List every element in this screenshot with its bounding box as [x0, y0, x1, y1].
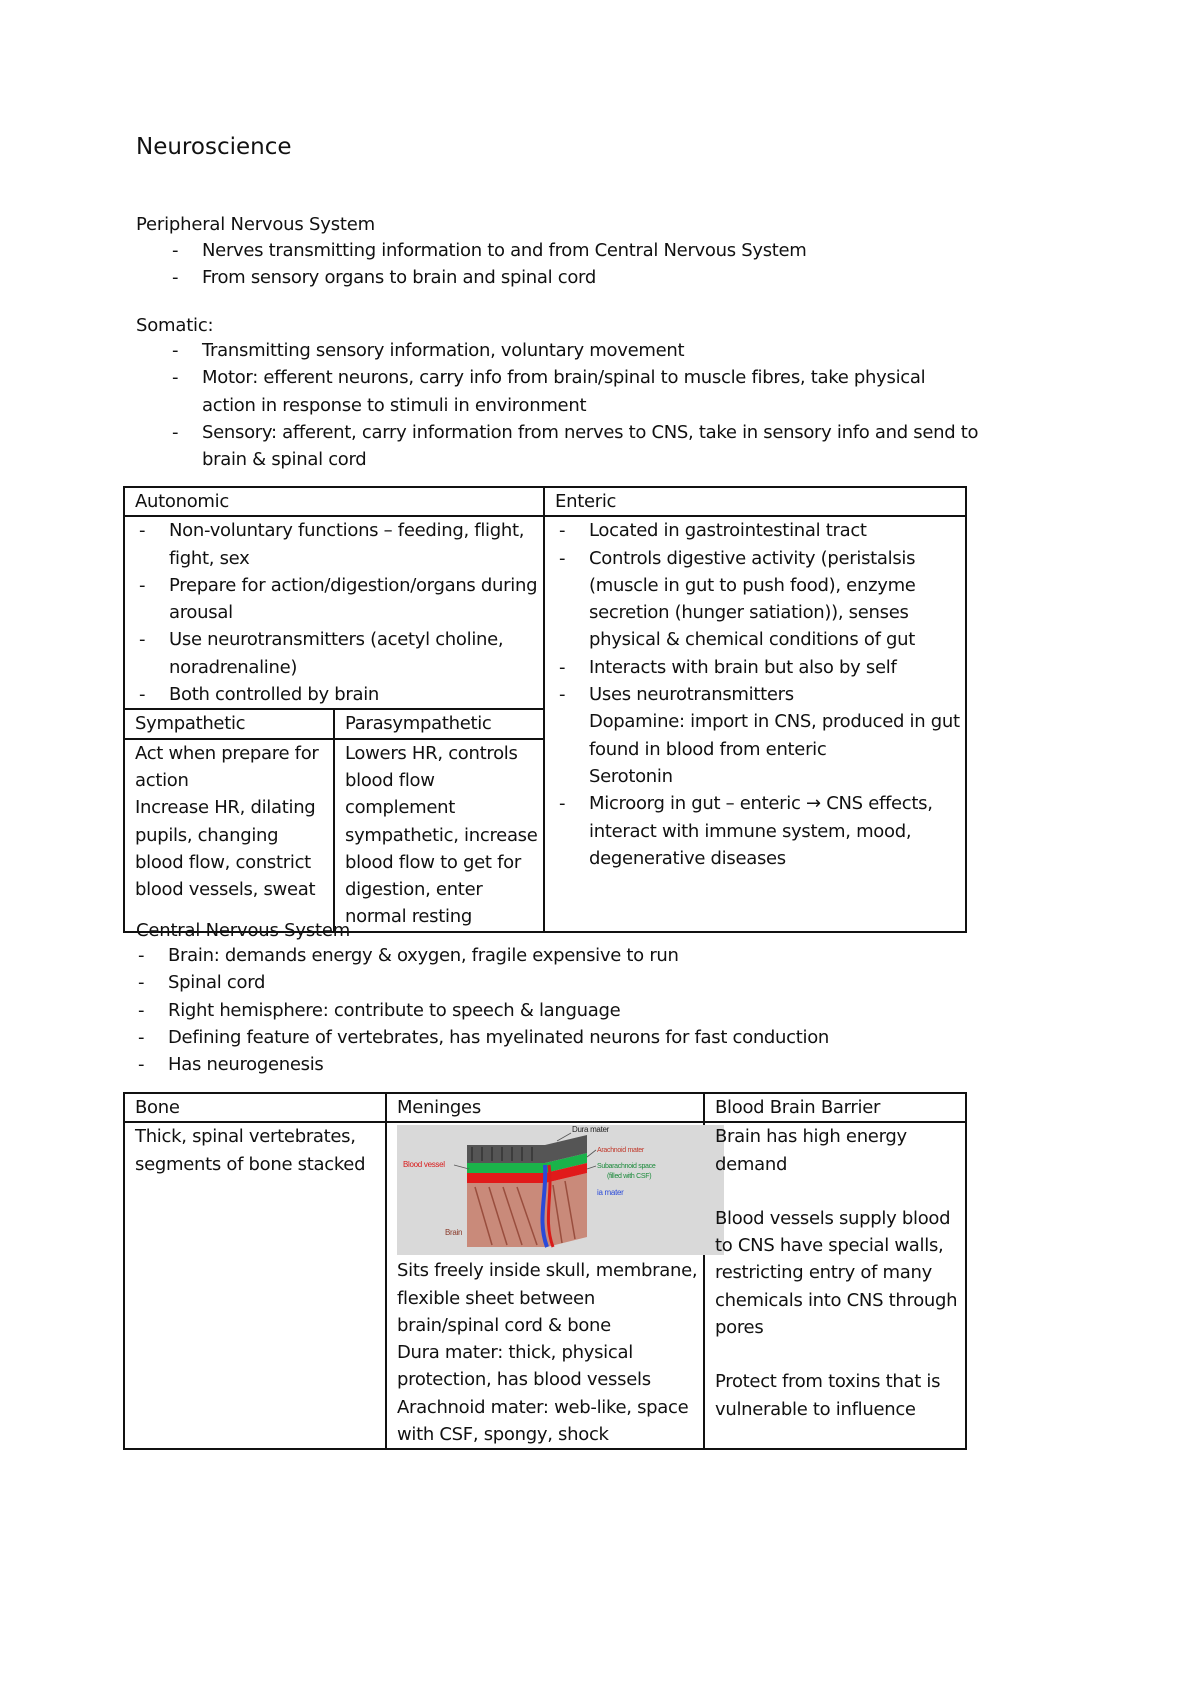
- arachnoid-label: Arachnoid mater: [597, 1147, 644, 1155]
- list-item: - Non-voluntary functions – feeding, flight, fight, sex: [169, 517, 539, 572]
- enteric-list-2: [589, 790, 961, 872]
- sympathetic-line: Act when prepare for action: [135, 742, 319, 791]
- sympathetic-line: Increase HR, dilating pupils, changing blood flow, constrict blood vessels, sweat: [135, 797, 316, 901]
- bone-text: Thick, spinal vertebrates, segments of bone stacked: [135, 1126, 366, 1175]
- list-item: - Use neurotransmitters (acetyl choline, noradrenaline): [169, 626, 539, 681]
- list-item: - Uses neurotransmitters: [589, 681, 961, 708]
- meninges-line: Dura mater: thick, physical protection, has blood vessels: [397, 1342, 651, 1391]
- parasympathetic-header: Parasympathetic: [334, 709, 544, 738]
- enteric-serotonin: Serotonin: [589, 765, 673, 787]
- subarachnoid-label: Subarachnoid space: [597, 1163, 656, 1171]
- list-item: - Spinal cord: [168, 969, 988, 996]
- meninges-diagram: [397, 1125, 724, 1255]
- dura-label: Dura mater: [572, 1125, 610, 1135]
- parasympathetic-cell: [334, 739, 544, 932]
- enteric-dopamine: Dopamine: import in CNS, produced in gut found in blood from enteric: [589, 711, 960, 760]
- brain-label: Brain: [445, 1228, 463, 1238]
- bbb-cell: [704, 1122, 966, 1449]
- meninges-header: Meninges: [386, 1093, 704, 1122]
- bbb-paragraph: Brain has high energy demand: [715, 1126, 907, 1175]
- sympathetic-header: Sympathetic: [124, 709, 334, 738]
- bone-header: Bone: [124, 1093, 386, 1122]
- list-item: - Interacts with brain but also by self: [589, 654, 961, 681]
- autonomic-header: Autonomic: [124, 487, 544, 516]
- bbb-paragraph: Protect from toxins that is vulnerable to influence: [715, 1371, 941, 1420]
- pia-label: ia mater: [597, 1188, 624, 1198]
- autonomic-cell: [124, 516, 544, 709]
- meninges-line: Sits freely inside skull, membrane, flexible sheet between brain/spinal cord & bone: [397, 1260, 698, 1336]
- cns-list: [168, 942, 988, 1078]
- cns-heading: Central Nervous System: [136, 920, 351, 941]
- list-item: - Has neurogenesis: [168, 1051, 988, 1078]
- list-item: - From sensory organs to brain and spinal cord: [202, 264, 1002, 291]
- list-item: - Prepare for action/digestion/organs during arousal: [169, 572, 539, 627]
- csf-label: (filled with CSF): [607, 1173, 652, 1181]
- enteric-list: [589, 517, 961, 708]
- parasympathetic-text: Lowers HR, controls blood flow complement sympathetic, increase blood flow to get for digestion, enter normal resting: [345, 742, 538, 928]
- list-item: - Transmitting sensory information, voluntary movement: [202, 337, 982, 364]
- sympathetic-cell: [124, 739, 334, 932]
- list-item: - Right hemisphere: contribute to speech & language: [168, 997, 988, 1024]
- somatic-list: [202, 337, 982, 473]
- list-item: - Both controlled by brain: [169, 681, 539, 708]
- vessel-label: Blood vessel: [403, 1160, 445, 1170]
- page-title: Neuroscience: [136, 134, 292, 160]
- enteric-header: Enteric: [544, 487, 966, 516]
- pns-heading: Peripheral Nervous System: [136, 214, 375, 235]
- autonomic-enteric-table: [123, 486, 967, 933]
- list-item: - Microorg in gut – enteric → CNS effects, interact with immune system, mood, degenerative diseases: [589, 790, 961, 872]
- meninges-cell: [386, 1122, 704, 1449]
- list-item: - Defining feature of vertebrates, has myelinated neurons for fast conduction: [168, 1024, 988, 1051]
- bone-cell: [124, 1122, 386, 1449]
- list-item: - Nerves transmitting information to and from Central Nervous System: [202, 237, 1002, 264]
- list-item: - Sensory: afferent, carry information from nerves to CNS, take in sensory info and send to brain & spinal cord: [202, 419, 982, 474]
- list-item: - Controls digestive activity (peristalsis (muscle in gut to push food), enzyme secretion (hunger satiation)), senses physical & chemical conditions of gut: [589, 545, 961, 654]
- list-item: - Motor: efferent neurons, carry info from brain/spinal to muscle fibres, take physical action in response to stimuli in environment: [202, 364, 982, 419]
- bbb-header: Blood Brain Barrier: [704, 1093, 966, 1122]
- bbb-paragraph: Blood vessels supply blood to CNS have special walls, restricting entry of many chemicals into CNS through pores: [715, 1207, 958, 1339]
- list-item: - Brain: demands energy & oxygen, fragile expensive to run: [168, 942, 988, 969]
- meninges-line: Arachnoid mater: web-like, space with CSF, spongy, shock: [397, 1396, 689, 1446]
- cns-protection-table: [123, 1092, 967, 1450]
- list-item: - Located in gastrointestinal tract: [589, 517, 961, 544]
- pns-list: [202, 237, 1002, 292]
- autonomic-list: [169, 517, 539, 708]
- enteric-cell: [544, 516, 966, 931]
- somatic-heading: Somatic:: [136, 315, 214, 336]
